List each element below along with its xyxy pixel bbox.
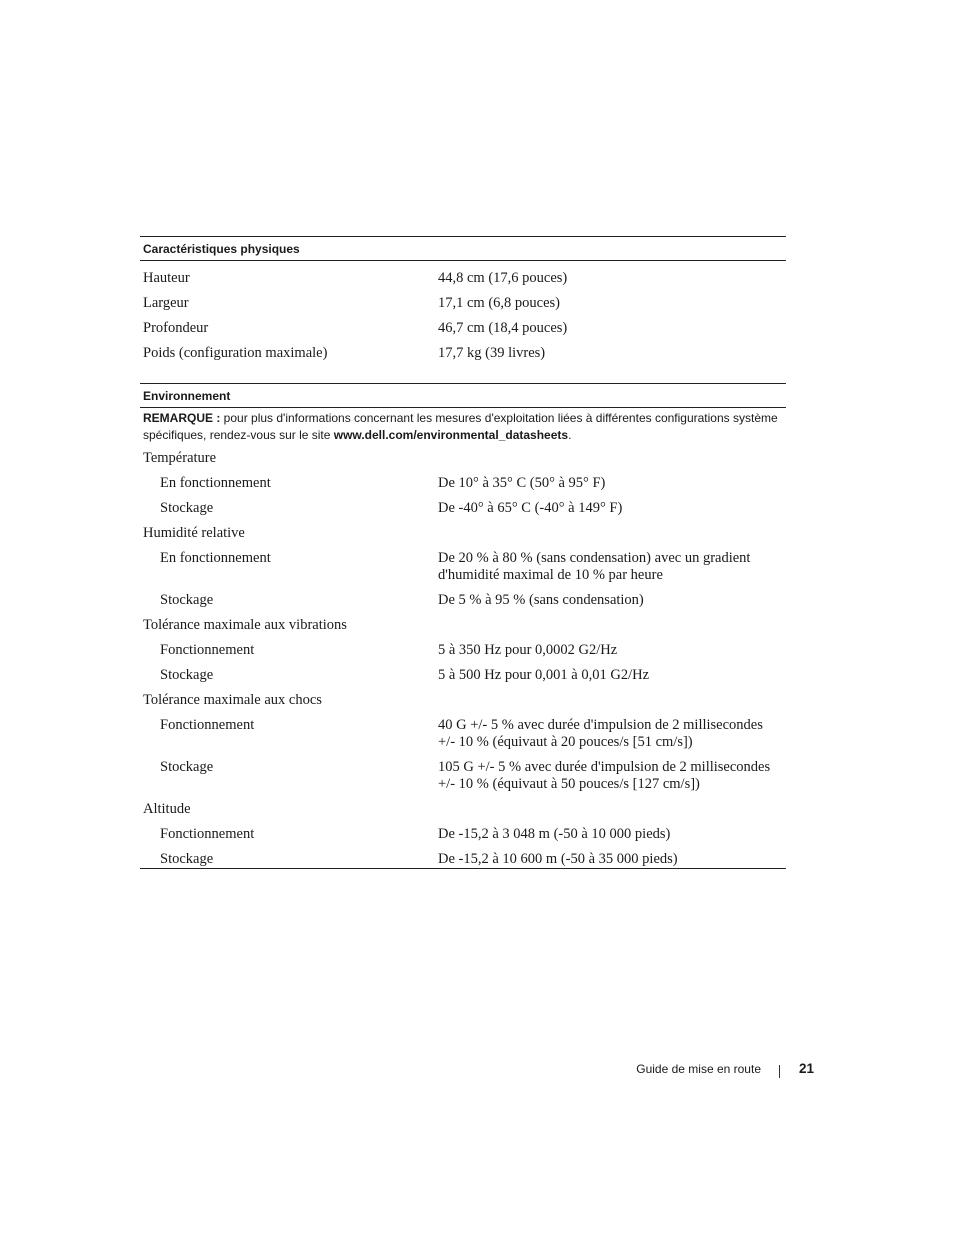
spec-label: En fonctionnement [160, 550, 271, 566]
group-title: Tolérance maximale aux chocs [143, 692, 322, 708]
spec-label: Hauteur [143, 270, 190, 286]
spec-label: Fonctionnement [160, 642, 255, 658]
spec-label: Stockage [160, 851, 214, 867]
group-title-vibration [140, 617, 786, 642]
spec-label: Fonctionnement [160, 717, 255, 733]
spec-value: De 20 % à 80 % (sans condensation) avec un gradient d'humidité maximal de 10 % par heure [438, 550, 751, 583]
group-title-humidity [140, 525, 786, 550]
spec-row-width [140, 295, 786, 320]
spec-label: En fonctionnement [160, 475, 271, 491]
remark-url: www.dell.com/environmental_datasheets [333, 428, 569, 442]
spec-value: De -40° à 65° C (-40° à 149° F) [438, 500, 623, 516]
spec-label: Fonctionnement [160, 826, 255, 842]
remark-end: . [568, 428, 572, 442]
spec-row-vibration-storage [140, 667, 786, 692]
spec-label: Stockage [160, 759, 214, 775]
spec-row-humidity-operating [140, 550, 786, 592]
remark-note [140, 408, 786, 450]
spec-value: De -15,2 à 3 048 m (-50 à 10 000 pieds) [438, 826, 671, 842]
spec-row-temperature-storage [140, 500, 786, 525]
group-title: Température [143, 450, 217, 466]
spec-row-height [140, 270, 786, 295]
spec-value: 105 G +/- 5 % avec durée d'impulsion de 2 millisecondes +/- 10 % (équivaut à 50 pouces/s [127 cm/s]) [438, 759, 771, 792]
table-bottom-rule [140, 868, 786, 869]
spec-value: De 10° à 35° C (50° à 95° F) [438, 475, 606, 491]
group-title: Altitude [143, 801, 191, 817]
spec-label: Largeur [143, 295, 189, 311]
spec-value: 40 G +/- 5 % avec durée d'impulsion de 2 millisecondes +/- 10 % (équivaut à 20 pouces/s [51 cm/s]) [438, 717, 763, 750]
spec-value: De -15,2 à 10 600 m (-50 à 35 000 pieds) [438, 851, 678, 867]
group-title: Tolérance maximale aux vibrations [143, 617, 347, 633]
group-title-altitude [140, 801, 786, 826]
spec-value: 17,7 kg (39 livres) [438, 345, 546, 361]
spec-value: 44,8 cm (17,6 pouces) [438, 270, 568, 286]
spec-value: 17,1 cm (6,8 pouces) [438, 295, 561, 311]
spec-row-humidity-storage [140, 592, 786, 617]
spec-row-weight [140, 345, 786, 370]
spec-row-temperature-operating [140, 475, 786, 500]
page-footer [0, 1062, 954, 1082]
footer-guide-title: Guide de mise en route [636, 1062, 761, 1076]
spec-row-depth [140, 320, 786, 345]
spec-label: Stockage [160, 667, 214, 683]
section-heading-physical: Caractéristiques physiques [140, 236, 786, 261]
spec-row-vibration-operating [140, 642, 786, 667]
spec-value: 5 à 500 Hz pour 0,001 à 0,01 G2/Hz [438, 667, 650, 683]
spec-label: Poids (configuration maximale) [143, 345, 328, 361]
section-heading-environment: Environnement [140, 383, 786, 408]
group-title-shock [140, 692, 786, 717]
spec-value: 5 à 350 Hz pour 0,0002 G2/Hz [438, 642, 618, 658]
spec-row-altitude-storage [140, 851, 786, 867]
spec-label: Stockage [160, 592, 214, 608]
group-title: Humidité relative [143, 525, 245, 541]
spec-value: De 5 % à 95 % (sans condensation) [438, 592, 644, 608]
footer-separator [779, 1065, 780, 1078]
group-title-temperature [140, 450, 786, 475]
page-number: 21 [799, 1061, 815, 1076]
remark-text: pour plus d'informations concernant les mesures d'exploitation liées à différentes configurations système spécifiques, rendez-vous sur le site [143, 411, 778, 442]
spec-row-shock-storage [140, 759, 786, 801]
spec-row-shock-operating [140, 717, 786, 759]
specifications-table [140, 236, 786, 869]
remark-label: REMARQUE : [143, 411, 221, 425]
spec-label: Profondeur [143, 320, 209, 336]
spec-value: 46,7 cm (18,4 pouces) [438, 320, 568, 336]
spec-row-altitude-operating [140, 826, 786, 851]
spec-label: Stockage [160, 500, 214, 516]
